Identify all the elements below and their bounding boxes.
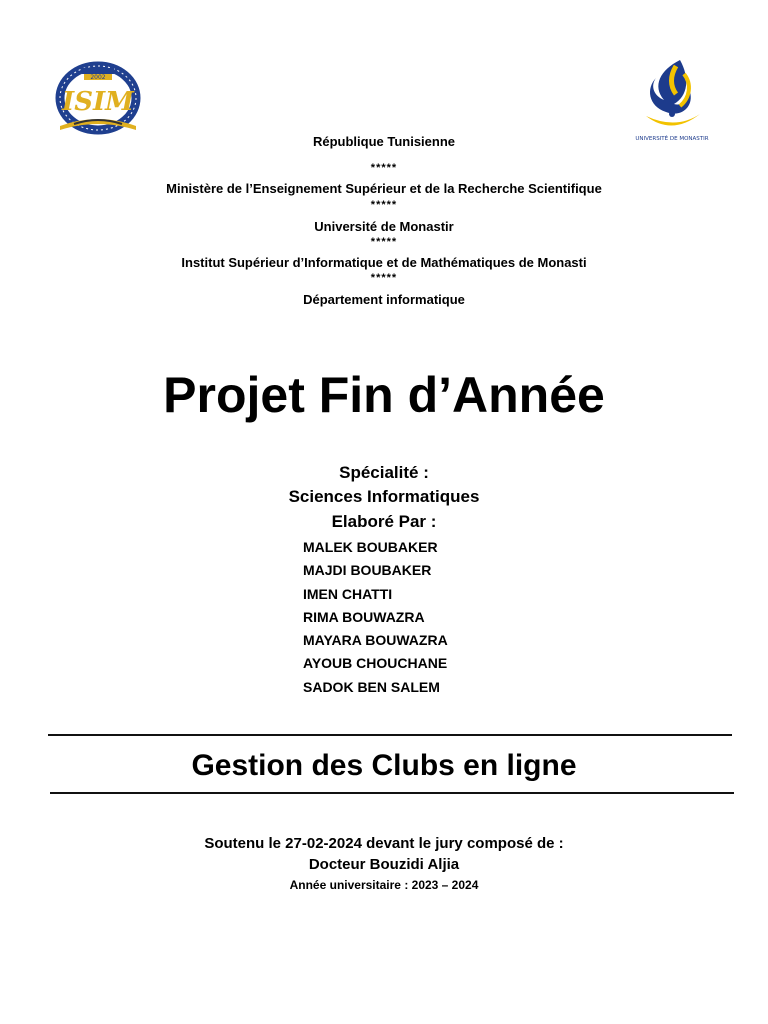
jury-member: Docteur Bouzidi Aljia <box>308 856 460 873</box>
university-logo-text: UNIVERSITÉ DE MONASTIR <box>635 136 709 142</box>
author-name: AYOUB CHOUCHANE <box>303 655 448 672</box>
project-title: Gestion des Clubs en ligne <box>191 749 577 782</box>
isim-year: 2002 <box>90 74 106 81</box>
republic-text: République Tunisienne <box>312 134 456 149</box>
university-text: Université de Monastir <box>314 219 454 234</box>
author-name: MAJDI BOUBAKER <box>303 562 432 579</box>
author-name: IMEN CHATTI <box>303 585 393 602</box>
defense-text: Soutenu le 27-02-2024 devant le jury composé de : <box>204 835 564 852</box>
separator-stars: ***** <box>370 162 398 174</box>
author-name: RIMA BOUWAZRA <box>303 608 425 625</box>
academic-year: Année universitaire : 2023 – 2024 <box>289 878 479 892</box>
ministry-text: Ministère de l’Enseignement Supérieur et de la Recherche Scientifique <box>166 181 602 196</box>
author-name: SADOK BEN SALEM <box>303 678 440 695</box>
top-divider <box>48 734 732 736</box>
university-logo <box>630 56 714 144</box>
authors-label: Elaboré Par : <box>331 512 437 531</box>
isim-letters: ISIM <box>62 87 134 117</box>
separator-stars: ***** <box>370 236 398 248</box>
authors-list <box>303 536 448 699</box>
isim-logo <box>52 60 144 140</box>
speciality-label: Spécialité : <box>339 463 429 482</box>
document-title: Projet Fin d’Année <box>163 367 605 423</box>
department-text: Département informatique <box>303 292 465 307</box>
separator-stars: ***** <box>370 272 398 284</box>
bottom-divider <box>50 792 734 794</box>
author-name: MALEK BOUBAKER <box>303 539 438 555</box>
author-name: MAYARA BOUWAZRA <box>303 632 448 649</box>
separator-stars: ***** <box>370 199 398 211</box>
institute-text: Institut Supérieur d’Informatique et de Mathématiques de Monasti <box>181 255 587 270</box>
speciality-value: Sciences Informatiques <box>288 487 480 506</box>
